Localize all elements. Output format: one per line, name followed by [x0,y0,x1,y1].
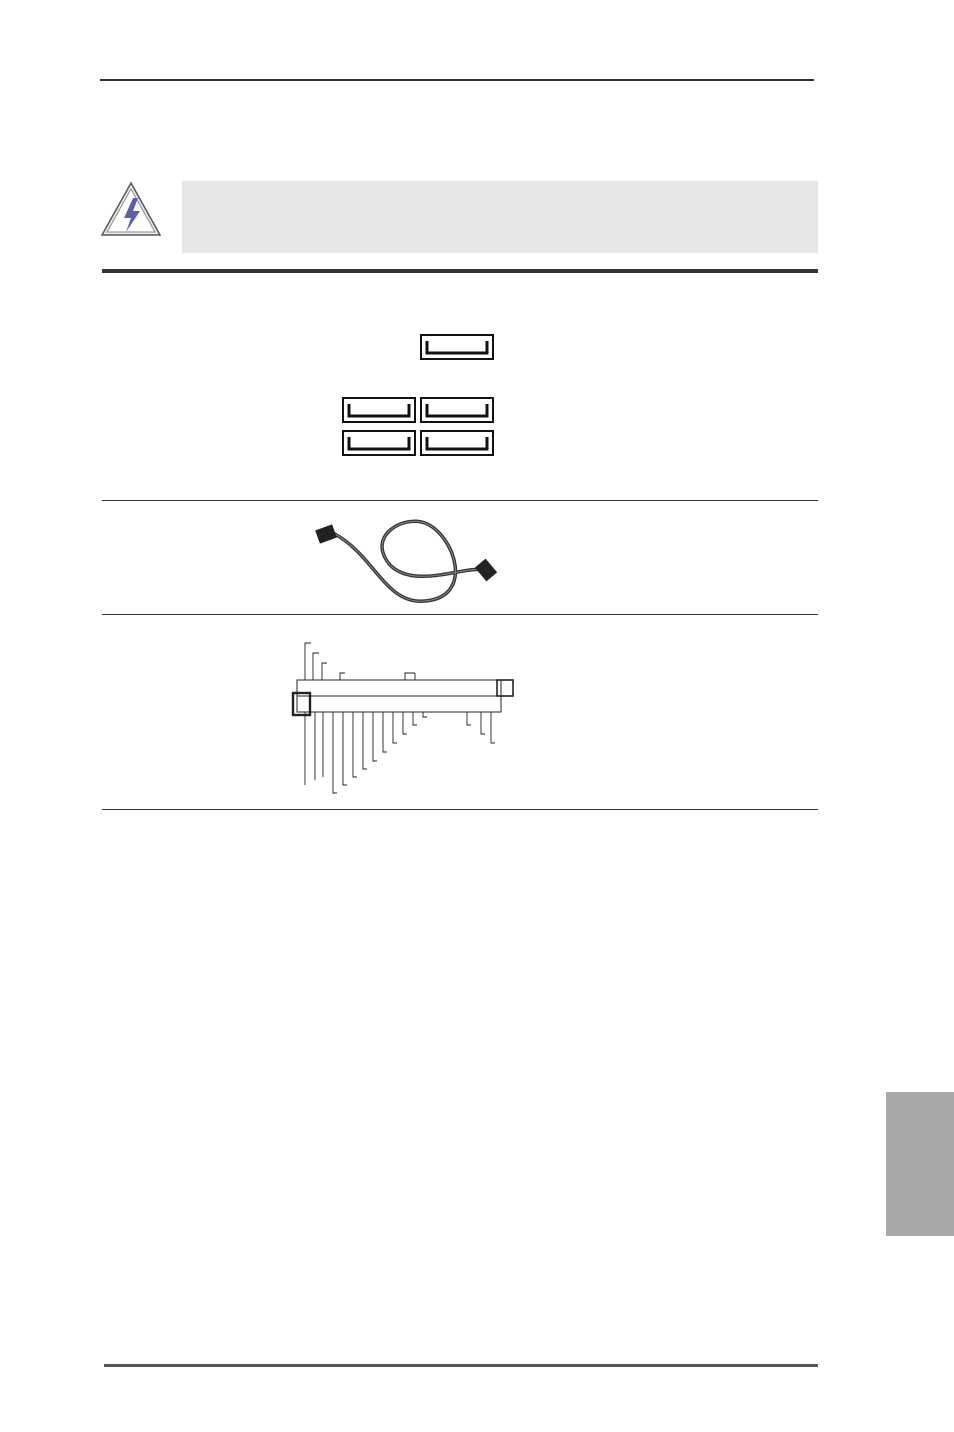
divider-2 [102,614,818,615]
sata3-1-connector [343,431,415,455]
language-side-tab [886,1092,954,1236]
footer-rule [104,1364,818,1367]
top-rule [100,79,814,81]
sata-cable-illustration [305,505,505,610]
usb-header-3-diagram [350,1131,490,1276]
divider-3 [102,809,818,810]
divider-1 [102,500,818,501]
sata3-4-connector [421,398,493,422]
usb-header-1-diagram [350,818,490,963]
usb-header-2-diagram [350,977,490,1122]
sata3-5-connector [421,335,493,359]
section-rule-thick [102,269,818,273]
sata-connectors-diagram [335,305,505,480]
printer-header-diagram [285,625,530,795]
warning-icon [100,180,162,238]
sata3-2-connector [343,398,415,422]
sata3-3-connector [421,431,493,455]
warning-box [182,181,818,253]
